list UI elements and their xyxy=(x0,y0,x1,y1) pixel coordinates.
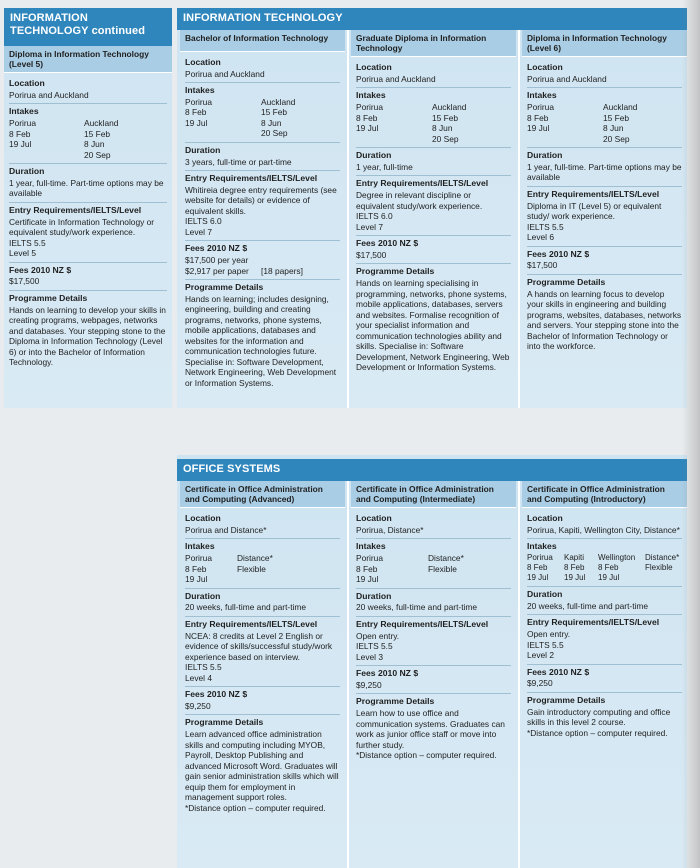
details-value: Hands on learning; includes designing, engineering, building and creating programs, networks, phone systems, mobile applications, databases and websites for the information and communication technologies future. Specialise in: Software Development, Network Engineering, Web Development or Information Systems. xyxy=(185,293,337,388)
entry-label: Entry Requirements/IELTS/Level xyxy=(527,617,660,628)
entry-value: Whitireia degree entry requirements (see website for details) or evidence of equivalent skills. IELTS 6.0 Level 7 xyxy=(185,184,337,237)
intake-column: Porirua 8 Feb 19 Jul xyxy=(185,553,212,585)
duration-label: Duration xyxy=(527,589,563,600)
section-header-it: INFORMATION TECHNOLOGY xyxy=(177,8,687,30)
location-label: Location xyxy=(527,513,563,524)
duration-label: Duration xyxy=(356,150,392,161)
intakes-label: Intakes xyxy=(527,90,557,101)
entry-value: Degree in relevant discipline or equivalent study/work experience. IELTS 6.0 Level 7 xyxy=(356,190,483,232)
entry-value: NCEA: 8 credits at Level 2 English or evidence of skills/successful study/work experience based on interview. IELTS 5.5 Level 4 xyxy=(185,630,333,683)
location-label: Location xyxy=(356,62,392,73)
intakes-label: Intakes xyxy=(527,541,557,552)
duration-value: 20 weeks, full-time and part-time xyxy=(527,600,649,611)
duration-label: Duration xyxy=(185,144,221,155)
entry-value: Diploma in IT (Level 5) or equivalent study/ work experience. IELTS 5.5 Level 6 xyxy=(527,200,662,243)
location-value: Porirua and Auckland xyxy=(527,73,607,84)
entry-value: Certificate in Information Technology or equivalent study/work experience. IELTS 5.5 Level 5 xyxy=(9,216,155,259)
fees-label: Fees 2010 NZ $ xyxy=(185,243,248,254)
duration-label: Duration xyxy=(527,150,563,161)
intake-column: Porirua 8 Feb 19 Jul xyxy=(185,96,212,128)
details-value: Gain introductory computing and office skills in this level 2 course. *Distance option – computer required. xyxy=(527,706,671,738)
entry-label: Entry Requirements/IELTS/Level xyxy=(185,173,318,184)
fees-label: Fees 2010 NZ $ xyxy=(527,666,590,677)
location-label: Location xyxy=(185,57,221,67)
fees-label: Fees 2010 NZ $ xyxy=(356,668,419,679)
course-title: Certificate in Office Administration and Computing (Advanced) xyxy=(180,481,345,508)
column-divider xyxy=(347,481,349,868)
intake-column: Auckland 15 Feb 8 Jun 20 Sep xyxy=(432,102,467,144)
entry-label: Entry Requirements/IELTS/Level xyxy=(9,204,142,215)
fees-value: $9,250 xyxy=(527,678,553,689)
column-divider xyxy=(518,30,520,408)
intake-column: Kapiti 8 Feb 19 Jul xyxy=(564,553,586,583)
intake-column: Auckland 15 Feb 8 Jun 20 Sep xyxy=(84,118,119,160)
course-diploma-it-level6 xyxy=(522,30,687,408)
page-edge-shadow xyxy=(682,0,700,868)
course-bachelor-it xyxy=(180,30,345,408)
location-label: Location xyxy=(185,513,221,524)
entry-value: Open entry. IELTS 5.5 Level 3 xyxy=(356,630,400,662)
fees-value: $17,500 xyxy=(356,249,387,260)
intake-column: Distance* Flexible xyxy=(428,553,464,574)
details-value: Learn how to use office and communication systems. Graduates can work as junior office staff or move into further study. *Distance option – computer required. xyxy=(356,708,505,761)
entry-value: Open entry. IELTS 5.5 Level 2 xyxy=(527,629,571,661)
details-value: Hands on learning to develop your skills in creating programs, webpages, networks and databases. Your stepping stone to the Diploma in Information Technology (Level 6) or into the Bachelor of Information Technology. xyxy=(9,304,166,368)
duration-value: 1 year, full-time. Part-time options may be available xyxy=(527,161,682,183)
intake-column: Distance* Flexible xyxy=(645,553,680,573)
location-value: Porirua and Auckland xyxy=(356,73,436,84)
details-value: A hands on learning focus to develop your skills in engineering and building programs, websites, databases, networks and servers. Your stepping stone into the Bachelor of Information Technology or into the workforce. xyxy=(527,288,682,352)
column-divider xyxy=(347,30,349,408)
column-divider xyxy=(518,481,520,868)
fees-value: $17,500 xyxy=(527,260,558,271)
course-graddip-it xyxy=(351,30,516,408)
intakes-label: Intakes xyxy=(356,90,386,101)
fees-label: Fees 2010 NZ $ xyxy=(527,248,590,259)
intake-column: Porirua 8 Feb 19 Jul xyxy=(9,118,36,150)
intake-column: Auckland 15 Feb 8 Jun 20 Sep xyxy=(603,102,638,144)
fees-papers: [18 papers] xyxy=(261,265,303,276)
course-diploma-it-level5 xyxy=(4,46,172,408)
intake-column: Porirua 8 Feb 19 Jul xyxy=(527,553,553,583)
duration-value: 3 years, full-time or part-time xyxy=(185,156,292,167)
details-label: Programme Details xyxy=(527,694,606,705)
intake-column: Porirua 8 Feb 19 Jul xyxy=(356,102,383,134)
location-value: Porirua and Distance* xyxy=(185,524,267,535)
section-header-office: OFFICE SYSTEMS xyxy=(177,459,687,481)
course-title: Certificate in Office Administration and Computing (Introductory) xyxy=(522,481,687,508)
course-office-introductory xyxy=(522,481,687,868)
entry-label: Entry Requirements/IELTS/Level xyxy=(185,618,318,629)
duration-label: Duration xyxy=(185,590,221,601)
details-label: Programme Details xyxy=(185,717,264,728)
fees-label: Fees 2010 NZ $ xyxy=(9,264,72,275)
details-value: Learn advanced office administration skills and computing including MYOB, Payroll, Desktop Publishing and advanced Microsoft Word. Graduates will gain senior administration skills which will equip them for employment in management support roles. *Distance option – computer required. xyxy=(185,729,339,813)
course-title: Graduate Diploma in Information Technology xyxy=(351,30,516,57)
course-title: Diploma in Information Technology (Level 5) xyxy=(4,46,172,73)
intake-column: Porirua 8 Feb 19 Jul xyxy=(356,553,383,585)
fees-value: $17,500 xyxy=(9,276,40,287)
fees-value: $17,500 per year xyxy=(185,255,249,266)
intake-column: Porirua 8 Feb 19 Jul xyxy=(527,102,554,134)
location-value: Porirua, Kapiti, Wellington City, Distance* xyxy=(527,524,680,535)
duration-value: 20 weeks, full-time and part-time xyxy=(185,602,307,613)
entry-label: Entry Requirements/IELTS/Level xyxy=(356,178,489,189)
details-label: Programme Details xyxy=(527,276,606,287)
intake-column: Auckland 15 Feb 8 Jun 20 Sep xyxy=(261,96,296,139)
location-value: Porirua and Auckland xyxy=(9,89,89,100)
duration-value: 1 year, full-time. Part-time options may be available xyxy=(9,177,164,199)
entry-label: Entry Requirements/IELTS/Level xyxy=(527,188,660,199)
course-title: Diploma in Information Technology (Level 6) xyxy=(522,30,687,57)
details-label: Programme Details xyxy=(9,292,88,303)
course-office-advanced xyxy=(180,481,345,868)
details-label: Programme Details xyxy=(185,282,264,293)
duration-value: 1 year, full-time xyxy=(356,161,413,172)
duration-label: Duration xyxy=(9,166,45,177)
fees-label: Fees 2010 NZ $ xyxy=(185,689,248,700)
course-title: Bachelor of Information Technology xyxy=(180,30,345,52)
duration-value: 20 weeks, full-time and part-time xyxy=(356,602,478,613)
intake-column: Distance* Flexible xyxy=(237,553,273,574)
location-value: Porirua, Distance* xyxy=(356,524,424,535)
fees-value: $9,250 xyxy=(356,679,382,690)
details-value: Hands on learning specialising in programming, networks, phone systems, mobile applications, databases, servers and websites. Formalise recognition of your specialist information and communication technologies ability and skills. Specialise in: Software Development, Network Engineering, Web Development or Information Systems. xyxy=(356,278,510,373)
fees-label: Fees 2010 NZ $ xyxy=(356,238,419,249)
intakes-label: Intakes xyxy=(185,85,215,96)
duration-label: Duration xyxy=(356,590,392,601)
entry-label: Entry Requirements/IELTS/Level xyxy=(356,618,489,629)
details-label: Programme Details xyxy=(356,266,435,277)
location-label: Location xyxy=(356,513,392,524)
location-value: Porirua and Auckland xyxy=(185,68,265,79)
course-office-intermediate xyxy=(351,481,516,868)
intake-column: Wellington 8 Feb 19 Jul xyxy=(598,553,636,583)
course-title: Certificate in Office Administration and Computing (Intermediate) xyxy=(351,481,516,508)
fees-per-paper: $2,917 per paper xyxy=(185,265,249,276)
fees-value: $9,250 xyxy=(185,700,211,711)
location-label: Location xyxy=(527,62,563,73)
section-header-it-continued: INFORMATION TECHNOLOGY continued xyxy=(4,8,172,46)
details-label: Programme Details xyxy=(356,696,435,707)
intakes-label: Intakes xyxy=(185,541,215,552)
intakes-label: Intakes xyxy=(9,106,39,117)
location-label: Location xyxy=(9,78,45,89)
intakes-label: Intakes xyxy=(356,541,386,552)
